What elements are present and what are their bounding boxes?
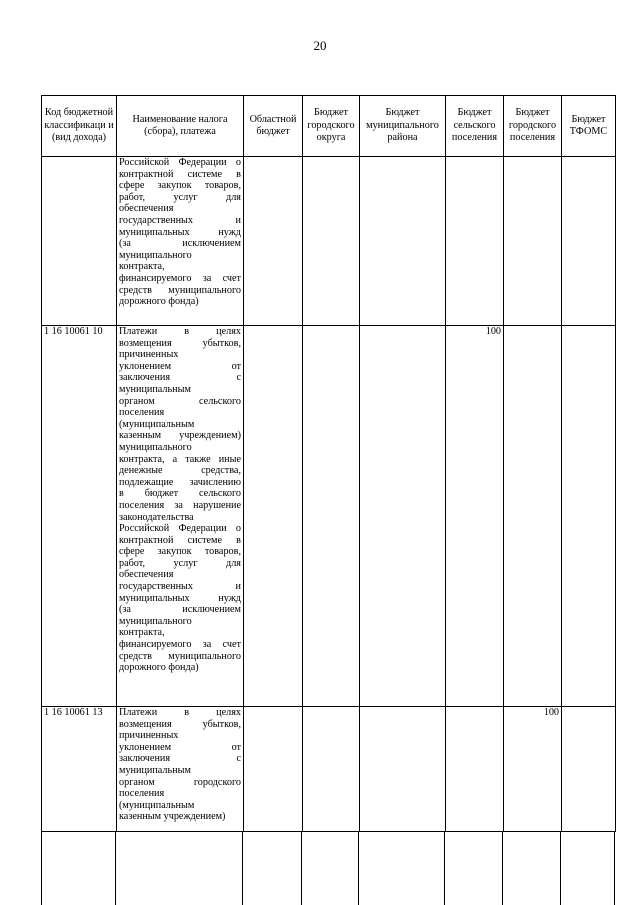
description-line: денежные средства, xyxy=(119,465,241,477)
description-line: (за исключением xyxy=(119,238,241,250)
cell-regional xyxy=(244,326,303,707)
description-line: заключения с xyxy=(119,372,241,384)
description-line: муниципального xyxy=(119,441,192,453)
cell-city-district xyxy=(303,707,360,832)
description-line: органом сельского xyxy=(119,395,241,407)
table-column-rule xyxy=(115,832,116,905)
description-line: дорожного фонда) xyxy=(119,296,199,308)
page-number: 20 xyxy=(313,38,327,53)
description-line: муниципальным xyxy=(119,764,191,776)
description-line: Российской Федерации о xyxy=(119,157,241,168)
description-line: муниципального xyxy=(119,249,192,261)
description-line: уклонением от xyxy=(119,360,241,372)
table-column-rule xyxy=(301,832,302,905)
cell-municipal-district xyxy=(360,326,446,707)
description-line: муниципальным xyxy=(119,383,191,395)
description-line: средств муниципального xyxy=(119,650,241,662)
table-column-rule xyxy=(614,832,615,905)
description-line: казенным учреждением) xyxy=(119,430,241,442)
cell-rural-settlement xyxy=(446,157,504,326)
table-row xyxy=(42,707,616,832)
description-line: поселения за нарушение xyxy=(119,499,241,511)
table-row xyxy=(42,326,616,707)
row-description xyxy=(117,326,244,707)
header-code: Код бюджетной классификаци и (вид дохода) xyxy=(42,96,117,157)
description-line: контракта, xyxy=(119,627,165,639)
description-line: в бюджет сельского xyxy=(119,488,241,500)
description-line: казенным учреждением) xyxy=(119,811,226,823)
description-line: Платежи в целях xyxy=(119,326,241,337)
description-line: (муниципальным xyxy=(119,418,195,430)
table-column-rule xyxy=(41,832,42,905)
table-column-rule xyxy=(358,832,359,905)
cell-urban-settlement xyxy=(504,326,562,707)
description-line: контракта, xyxy=(119,261,165,273)
cell-rural-settlement xyxy=(446,707,504,832)
row-code xyxy=(42,157,117,326)
description-line: муниципальных нужд xyxy=(119,226,241,238)
cell-regional xyxy=(244,157,303,326)
cell-tfoms xyxy=(562,326,616,707)
description-line: обеспечения xyxy=(119,203,174,215)
description-line: обеспечения xyxy=(119,569,174,581)
description-line: контрактной системе в xyxy=(119,168,241,180)
description-line: средств муниципального xyxy=(119,284,241,296)
table-column-rule xyxy=(242,832,243,905)
cell-municipal-district xyxy=(360,707,446,832)
cell-city-district xyxy=(303,157,360,326)
description-line: причиненных xyxy=(119,349,179,361)
description-line: государственных и xyxy=(119,214,241,226)
description-line: сфере закупок товаров, xyxy=(119,180,241,192)
row-code: 1 16 10061 10 xyxy=(42,326,117,707)
header-municipal-district: Бюджет муниципального района xyxy=(360,96,446,157)
description-line: возмещения убытков, xyxy=(119,718,241,730)
cell-regional xyxy=(244,707,303,832)
header-rural-settlement: Бюджет сельского поселения xyxy=(446,96,504,157)
row-description xyxy=(117,157,244,326)
table-header-row xyxy=(42,96,616,157)
description-line: поселения xyxy=(119,788,165,800)
header-urban-settlement: Бюджет городского поселения xyxy=(504,96,562,157)
description-line: работ, услуг для xyxy=(119,557,241,569)
cell-urban-settlement: 100 xyxy=(504,707,562,832)
cell-urban-settlement xyxy=(504,157,562,326)
budget-distribution-table xyxy=(41,95,616,832)
description-line: поселения xyxy=(119,407,165,419)
header-tfoms: Бюджет ТФОМС xyxy=(562,96,616,157)
header-name: Наименование налога (сбора), платежа xyxy=(117,96,244,157)
description-line: уклонением от xyxy=(119,741,241,753)
description-line: контрактной системе в xyxy=(119,534,241,546)
cell-municipal-district xyxy=(360,157,446,326)
table-column-rule xyxy=(502,832,503,905)
description-line: муниципального xyxy=(119,615,192,627)
row-description xyxy=(117,707,244,832)
description-line: сфере закупок товаров, xyxy=(119,546,241,558)
cell-rural-settlement: 100 xyxy=(446,326,504,707)
description-line: Платежи в целях xyxy=(119,707,241,718)
row-code: 1 16 10061 13 xyxy=(42,707,117,832)
description-line: дорожного фонда) xyxy=(119,662,199,674)
header-city-district: Бюджет городского округа xyxy=(303,96,360,157)
description-line: (за исключением xyxy=(119,604,241,616)
table-column-rule xyxy=(444,832,445,905)
cell-tfoms xyxy=(562,157,616,326)
description-line: возмещения убытков, xyxy=(119,337,241,349)
description-line: причиненных xyxy=(119,730,179,742)
description-line: подлежащие зачислению xyxy=(119,476,241,488)
cell-tfoms xyxy=(562,707,616,832)
description-line: заключения с xyxy=(119,753,241,765)
cell-city-district xyxy=(303,326,360,707)
description-line: государственных и xyxy=(119,581,241,593)
description-line: законодательства xyxy=(119,511,194,523)
description-line: (муниципальным xyxy=(119,799,195,811)
description-line: контракта, а также иные xyxy=(119,453,241,465)
description-line: финансируемого за счет xyxy=(119,272,241,284)
table-column-rule xyxy=(560,832,561,905)
description-line: финансируемого за счет xyxy=(119,639,241,651)
description-line: работ, услуг для xyxy=(119,191,241,203)
description-line: органом городского xyxy=(119,776,241,788)
table-row xyxy=(42,157,616,326)
description-line: муниципальных нужд xyxy=(119,592,241,604)
header-regional: Областной бюджет xyxy=(244,96,303,157)
description-line: Российской Федерации о xyxy=(119,523,241,535)
